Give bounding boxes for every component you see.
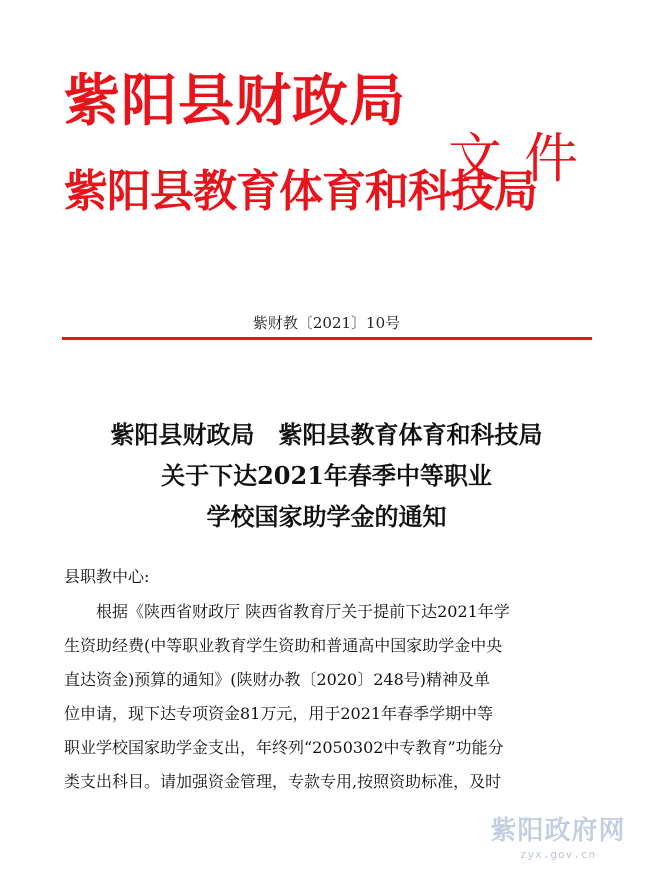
body-text-line: 职业学校国家助学金支出，年终列“2050302中专教育”功能分 (64, 738, 504, 757)
salutation: 县职教中心: (64, 567, 150, 586)
issuer-name-education: 紫阳县教育体育和科技局 (64, 166, 537, 217)
document-title-line-3: 学校国家助学金的通知 (206, 502, 447, 531)
document-title-line-2: 关于下达2021年春季中等职业 (161, 461, 492, 490)
issuer-name-finance: 紫阳县财政局 (64, 69, 406, 134)
header-divider (62, 337, 592, 340)
document-kind-label: 文件 (448, 127, 600, 190)
site-watermark (488, 818, 628, 861)
watermark-title: 紫阳政府网 (490, 816, 626, 846)
body-text-line: 根据《陕西省财政厅 陕西省教育厅关于提前下达2021年学 (96, 602, 510, 621)
body-text-line: 位申请，现下达专项资金81万元，用于2021年春季学期中等 (64, 704, 494, 723)
body-text-line: 类支出科目。请加强资金管理，专款专用,按照资助标准，及时 (64, 772, 502, 791)
body-text-line: 直达资金)预算的通知》(陕财办教〔2020〕248号)精神及单 (64, 670, 490, 689)
watermark-url: zyx.gov.cn (519, 848, 597, 861)
document-title-line-1: 紫阳县财政局 紫阳县教育体育和科技局 (110, 420, 543, 449)
document-number: 紫财教〔2021〕10号 (252, 314, 401, 332)
body-text-line: 生资助经费(中等职业教育学生资助和普通高中国家助学金中央 (64, 636, 503, 655)
